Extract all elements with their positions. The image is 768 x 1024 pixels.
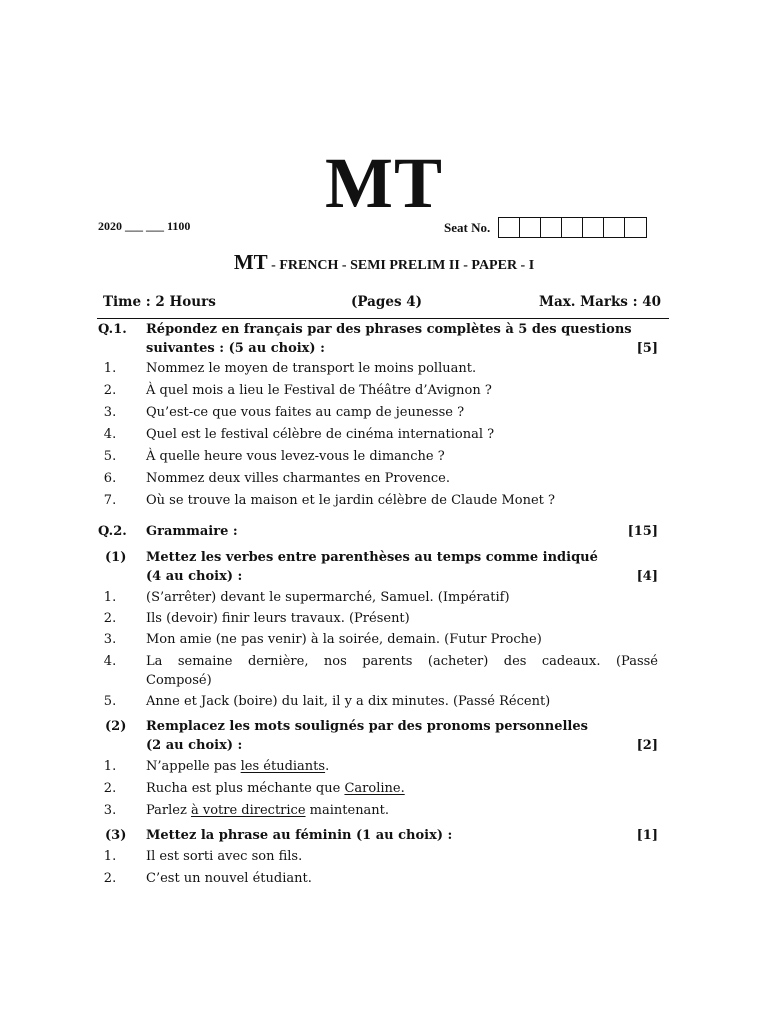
item-number: 1.: [103, 759, 117, 774]
seat-box[interactable]: [625, 218, 646, 237]
item-number: 1.: [103, 361, 117, 376]
item-text: Qu’est-ce que vous faites au camp de jeunesse ?: [146, 405, 465, 420]
item-number: 2.: [103, 383, 117, 398]
seat-label: Seat No.: [444, 219, 491, 235]
logo-mt: MT: [325, 143, 443, 223]
item-number: 5.: [103, 449, 117, 464]
exam-max-marks: Max. Marks : 40: [539, 294, 662, 310]
item-text: Anne et Jack (boire) du lait, il y a dix minutes. (Passé Récent): [146, 694, 551, 709]
q2-number: Q.2.: [98, 524, 127, 539]
item-number: 3.: [103, 803, 117, 818]
item-number: 6.: [103, 471, 117, 486]
item-text: [146, 801, 658, 820]
exam-pages: (Pages 4): [351, 294, 423, 310]
seat-box[interactable]: [583, 218, 604, 237]
seat-box[interactable]: [562, 218, 583, 237]
subq1-heading-line2: (4 au choix) :: [146, 569, 243, 584]
subq3-number: (3): [105, 828, 127, 843]
subq2-heading-line1: Remplacez les mots soulignés par des pronoms personnelles: [146, 719, 588, 734]
q2-heading-text: Grammaire :: [146, 524, 238, 539]
item-text-cont: Composé): [146, 673, 212, 688]
subq1-marks: [4]: [636, 569, 658, 584]
paper-title-prefix: MT: [233, 250, 268, 274]
subq2-number: (2): [105, 719, 127, 734]
subq3-marks: [1]: [636, 828, 658, 843]
item-text-before: N’appelle pas: [146, 759, 241, 774]
item-number: 7.: [103, 493, 117, 508]
item-text: À quel mois a lieu le Festival de Théâtre d’Avignon ?: [146, 383, 492, 398]
underlined-words: à votre directrice: [190, 803, 306, 818]
item-text: Ils (devoir) finir leurs travaux. (Présent): [146, 611, 410, 626]
item-text: [146, 757, 658, 776]
item-number: 3.: [103, 405, 117, 420]
subq2-heading-line2: (2 au choix) :: [146, 738, 243, 753]
item-number: 2.: [103, 781, 117, 796]
seat-box[interactable]: [604, 218, 625, 237]
underlined-words: Caroline.: [344, 781, 405, 796]
q2-marks: [15]: [627, 524, 658, 539]
item-text: Nommez le moyen de transport le moins polluant.: [146, 361, 477, 376]
item-number: 5.: [103, 694, 117, 709]
seat-box[interactable]: [499, 218, 520, 237]
item-number: 2.: [103, 611, 117, 626]
item-text: C’est un nouvel étudiant.: [146, 871, 312, 886]
item-number: 1.: [103, 590, 117, 605]
item-text: La semaine dernière, nos parents (acheter) des cadeaux. (Passé: [146, 654, 658, 669]
q1-marks: [5]: [636, 341, 658, 356]
subq1-number: (1): [105, 550, 127, 565]
header-divider: [97, 318, 669, 319]
item-text: Il est sorti avec son fils.: [146, 849, 303, 864]
paper-code: 2020 ___ ___ 1100: [98, 219, 191, 233]
underlined-words: les étudiants: [240, 759, 326, 774]
item-number: 1.: [103, 849, 117, 864]
paper-title: [0, 250, 768, 275]
seat-box[interactable]: [520, 218, 541, 237]
q1-heading-line1: Répondez en français par des phrases complètes à 5 des questions: [146, 322, 632, 337]
item-text-before: Parlez: [146, 803, 191, 818]
exam-time: Time : 2 Hours: [103, 294, 216, 310]
item-text-after: maintenant.: [305, 803, 390, 818]
subq2-marks: [2]: [636, 738, 658, 753]
q1-heading-line2: suivantes : (5 au choix) :: [146, 341, 325, 356]
item-number: 4.: [103, 654, 117, 669]
item-number: 4.: [103, 427, 117, 442]
item-text-before: Rucha est plus méchante que: [146, 781, 345, 796]
item-number: 3.: [103, 632, 117, 647]
item-text: Quel est le festival célèbre de cinéma international ?: [146, 427, 495, 442]
item-text: (S’arrêter) devant le supermarché, Samuel. (Impératif): [146, 590, 510, 605]
seat-number-boxes[interactable]: [498, 217, 647, 238]
item-number: 2.: [103, 871, 117, 886]
item-text: Mon amie (ne pas venir) à la soirée, demain. (Futur Proche): [146, 632, 542, 647]
seat-box[interactable]: [541, 218, 562, 237]
subq3-heading-text: Mettez la phrase au féminin (1 au choix) :: [146, 828, 453, 843]
subq1-heading-line1: Mettez les verbes entre parenthèses au temps comme indiqué: [146, 550, 598, 565]
item-text: Nommez deux villes charmantes en Provence.: [146, 471, 450, 486]
seat-number-field: [444, 217, 647, 238]
paper-title-rest: - FRENCH - SEMI PRELIM II - PAPER - I: [267, 258, 535, 273]
q1-number: Q.1.: [98, 322, 127, 337]
item-text-after: .: [325, 759, 330, 774]
item-text: Où se trouve la maison et le jardin célèbre de Claude Monet ?: [146, 493, 555, 508]
item-text: À quelle heure vous levez-vous le dimanche ?: [146, 449, 445, 464]
item-text: [146, 779, 658, 798]
